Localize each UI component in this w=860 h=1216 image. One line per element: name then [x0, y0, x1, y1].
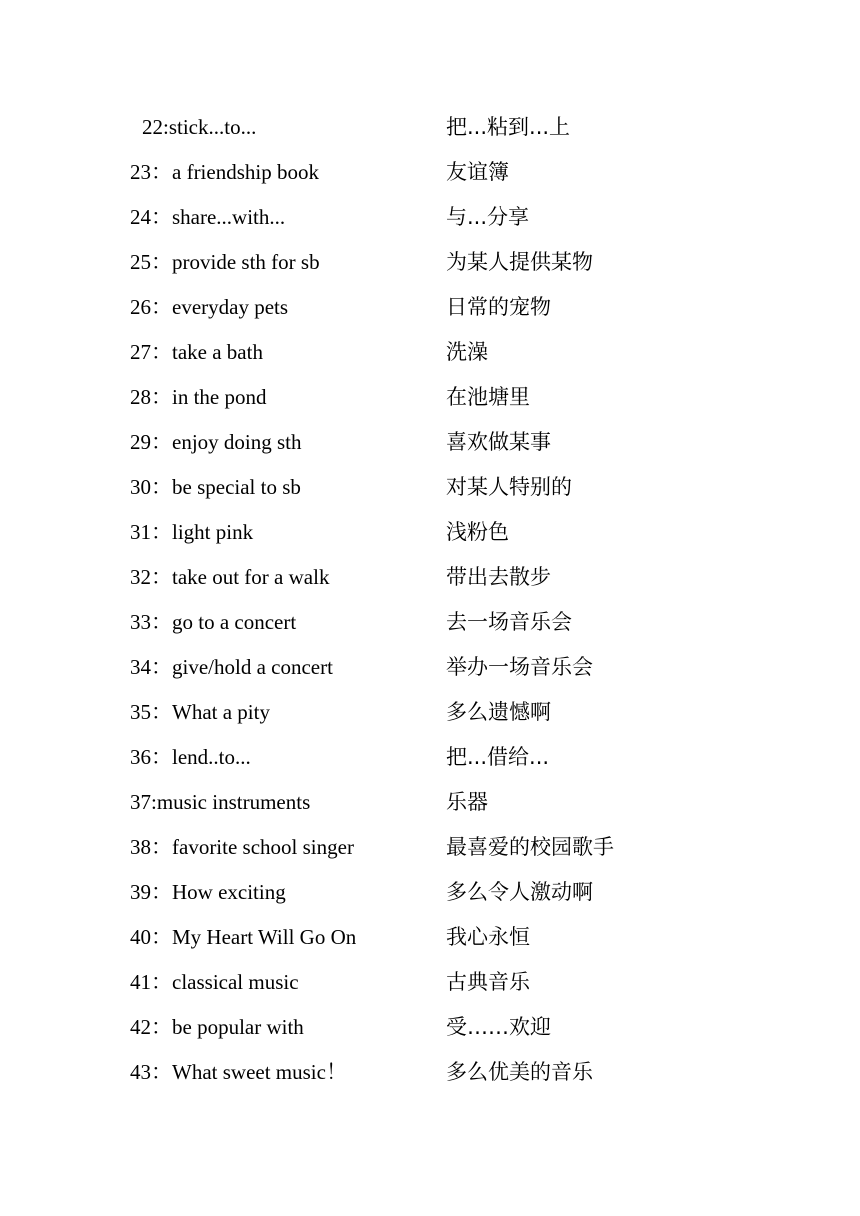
vocab-row: [0, 555, 860, 600]
vocab-row: [0, 420, 860, 465]
english-phrase: 32：take out for a walk: [130, 565, 330, 589]
english-phrase: 35：What a pity: [130, 700, 270, 724]
english-phrase: 31：light pink: [130, 520, 254, 544]
chinese-translation: 多么令人激动啊: [446, 880, 593, 904]
vocab-row: [0, 960, 860, 1005]
vocab-row: [0, 1005, 860, 1050]
vocab-row: [0, 330, 860, 375]
chinese-translation: 我心永恒: [446, 925, 530, 949]
english-phrase: 41：classical music: [130, 970, 299, 994]
english-phrase: 22:stick...to...: [142, 115, 257, 139]
chinese-translation: 在池塘里: [446, 385, 530, 409]
chinese-translation: 与...分享: [446, 205, 530, 229]
vocab-row: [0, 105, 860, 150]
vocabulary-list: [0, 105, 860, 1095]
english-phrase: 38：favorite school singer: [130, 835, 354, 859]
vocab-row: [0, 150, 860, 195]
english-phrase: 25：provide sth for sb: [130, 250, 320, 274]
english-phrase: 36：lend..to...: [130, 745, 251, 769]
chinese-translation: 受……欢迎: [446, 1015, 551, 1039]
english-phrase: 43：What sweet music！: [130, 1060, 347, 1084]
chinese-translation: 为某人提供某物: [446, 250, 593, 274]
english-phrase: 26：everyday pets: [130, 295, 289, 319]
chinese-translation: 喜欢做某事: [446, 430, 551, 454]
english-phrase: 39：How exciting: [130, 880, 286, 904]
vocab-row: [0, 465, 860, 510]
vocab-row: [0, 915, 860, 960]
chinese-translation: 最喜爱的校园歌手: [446, 835, 614, 859]
chinese-translation: 把...粘到...上: [446, 115, 571, 139]
chinese-translation: 乐器: [446, 790, 488, 814]
chinese-translation: 带出去散步: [446, 565, 551, 589]
vocab-row: [0, 600, 860, 645]
chinese-translation: 多么遗憾啊: [446, 700, 551, 724]
chinese-translation: 把...借给...: [446, 745, 550, 769]
vocab-row: [0, 195, 860, 240]
vocab-row: [0, 870, 860, 915]
english-phrase: 34：give/hold a concert: [130, 655, 333, 679]
chinese-translation: 友谊簿: [446, 160, 509, 184]
english-phrase: 40：My Heart Will Go On: [130, 925, 357, 949]
english-phrase: 33：go to a concert: [130, 610, 297, 634]
english-phrase: 28：in the pond: [130, 385, 267, 409]
english-phrase: 42：be popular with: [130, 1015, 304, 1039]
chinese-translation: 古典音乐: [446, 970, 530, 994]
vocab-row: [0, 285, 860, 330]
english-phrase: 27：take a bath: [130, 340, 263, 364]
english-phrase: 29：enjoy doing sth: [130, 430, 302, 454]
chinese-translation: 对某人特别的: [446, 475, 572, 499]
english-phrase: 24：share...with...: [130, 205, 286, 229]
english-phrase: 37:music instruments: [130, 790, 311, 814]
vocab-row: [0, 690, 860, 735]
vocab-row: [0, 735, 860, 780]
chinese-translation: 浅粉色: [446, 520, 509, 544]
vocab-row: [0, 375, 860, 420]
chinese-translation: 多么优美的音乐: [446, 1060, 593, 1084]
chinese-translation: 举办一场音乐会: [446, 655, 593, 679]
english-phrase: 30：be special to sb: [130, 475, 301, 499]
vocab-row: [0, 825, 860, 870]
vocab-row: [0, 645, 860, 690]
chinese-translation: 日常的宠物: [446, 295, 551, 319]
english-phrase: 23：a friendship book: [130, 160, 319, 184]
vocab-row: [0, 780, 860, 825]
chinese-translation: 去一场音乐会: [446, 610, 572, 634]
chinese-translation: 洗澡: [446, 340, 488, 364]
vocab-row: [0, 510, 860, 555]
vocab-row: [0, 240, 860, 285]
vocab-row: [0, 1050, 860, 1095]
